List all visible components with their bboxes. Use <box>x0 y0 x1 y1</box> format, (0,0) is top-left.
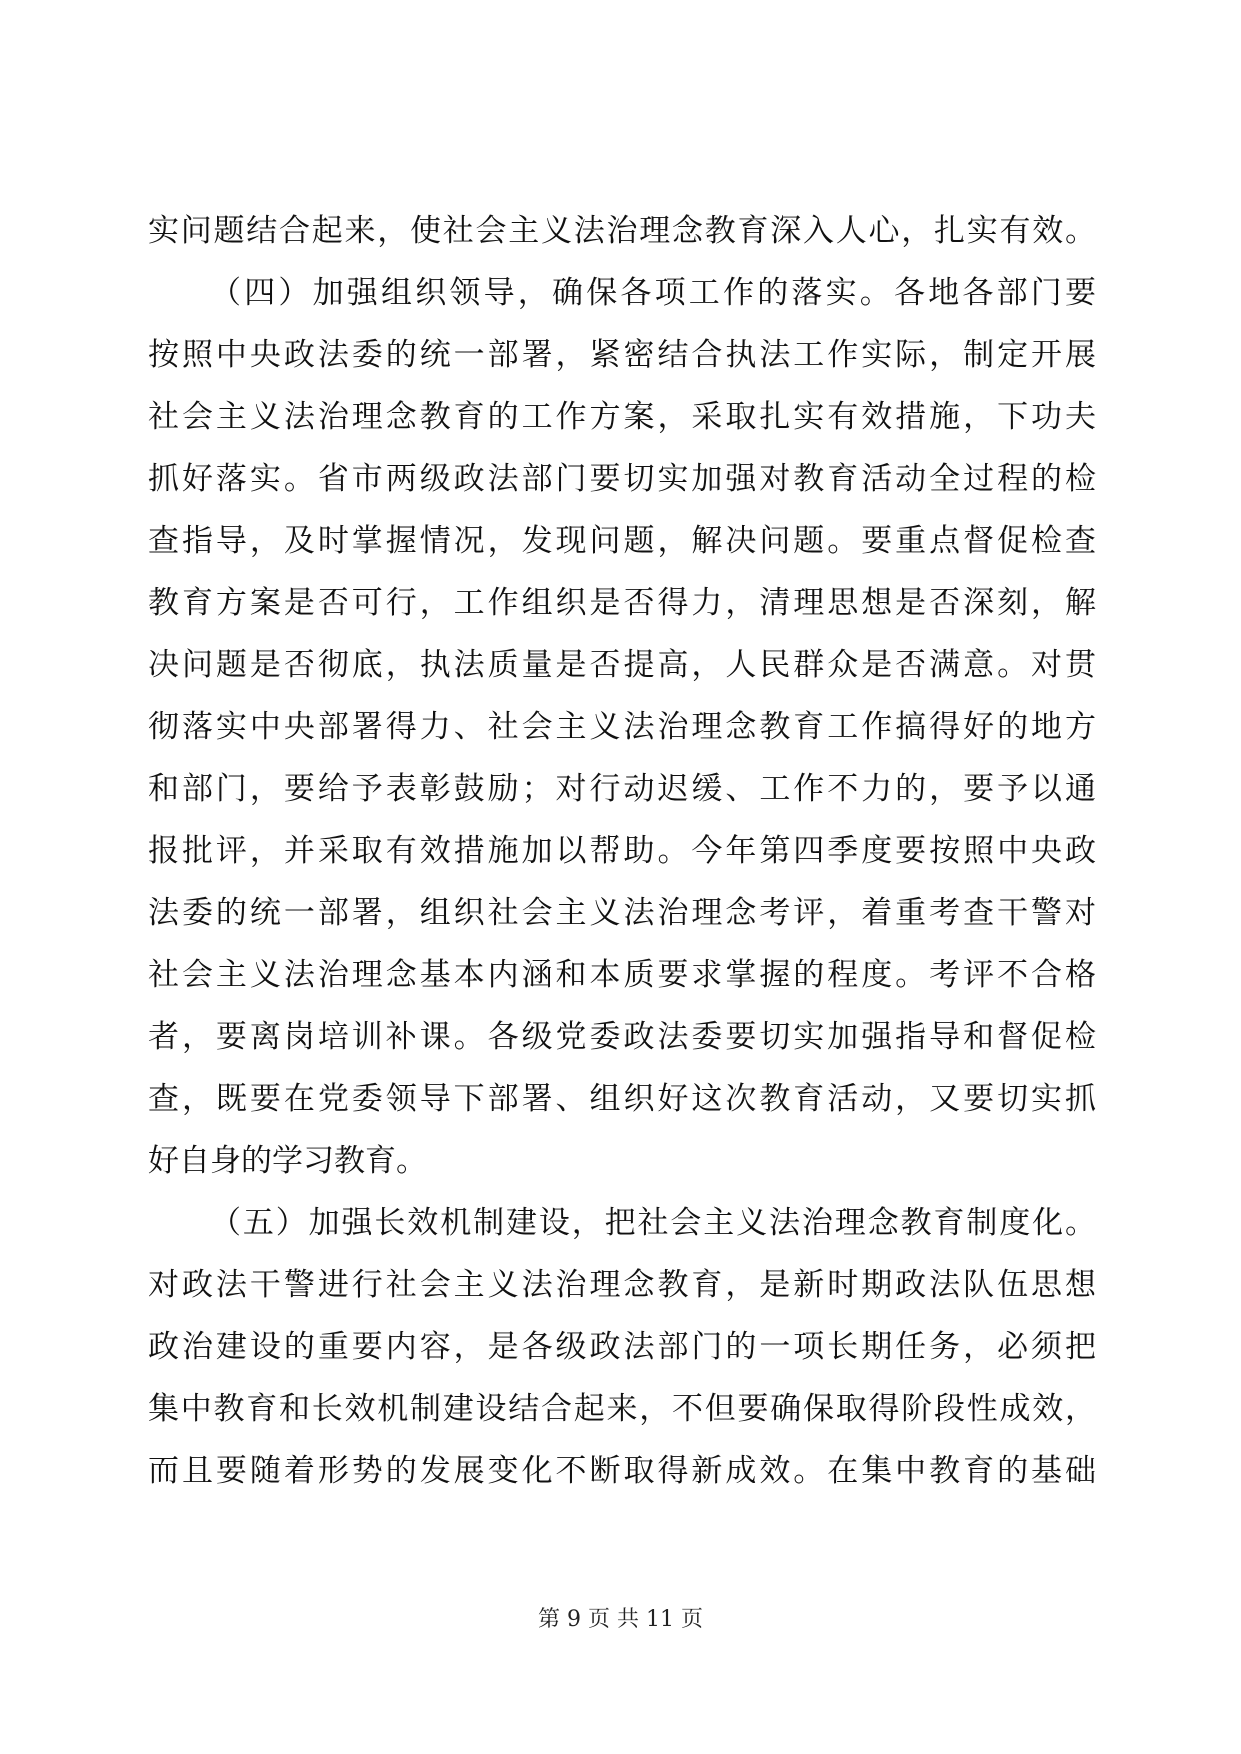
text-line: 实问题结合起来，使社会主义法治理念教育深入人心，扎实有效。 <box>148 213 1096 249</box>
text-line: 按照中央政法委的统一部署，紧密结合执法工作实际，制定开展 <box>148 337 1096 373</box>
text-line: 法委的统一部署，组织社会主义法治理念考评，着重考查干警对 <box>148 895 1096 931</box>
page-number: 第 9 页 共 11 页 <box>538 1607 703 1632</box>
text-line: （四）加强组织领导，确保各项工作的落实。各地各部门要 <box>210 275 1096 311</box>
body-text <box>148 200 1096 1502</box>
text-line: （五）加强长效机制建设，把社会主义法治理念教育制度化。 <box>210 1205 1096 1241</box>
text-line: 政治建设的重要内容，是各级政法部门的一项长期任务，必须把 <box>148 1329 1096 1365</box>
text-line: 社会主义法治理念教育的工作方案，采取扎实有效措施，下功夫 <box>148 399 1096 435</box>
text-line: 查，既要在党委领导下部署、组织好这次教育活动，又要切实抓 <box>148 1081 1096 1117</box>
text-line: 和部门，要给予表彰鼓励；对行动迟缓、工作不力的，要予以通 <box>148 771 1096 807</box>
text-line: 报批评，并采取有效措施加以帮助。今年第四季度要按照中央政 <box>148 833 1096 869</box>
text-line: 社会主义法治理念基本内涵和本质要求掌握的程度。考评不合格 <box>148 957 1096 993</box>
text-line: 查指导，及时掌握情况，发现问题，解决问题。要重点督促检查 <box>148 523 1096 559</box>
text-line: 对政法干警进行社会主义法治理念教育，是新时期政法队伍思想 <box>148 1267 1096 1303</box>
text-line: 决问题是否彻底，执法质量是否提高，人民群众是否满意。对贯 <box>148 647 1096 683</box>
text-line: 彻落实中央部署得力、社会主义法治理念教育工作搞得好的地方 <box>148 709 1096 745</box>
text-line: 者，要离岗培训补课。各级党委政法委要切实加强指导和督促检 <box>148 1019 1096 1055</box>
text-line: 而且要随着形势的发展变化不断取得新成效。在集中教育的基础 <box>148 1453 1096 1489</box>
text-line: 教育方案是否可行，工作组织是否得力，清理思想是否深刻，解 <box>148 585 1096 621</box>
text-line: 集中教育和长效机制建设结合起来，不但要确保取得阶段性成效， <box>148 1391 1096 1427</box>
text-line: 好自身的学习教育。 <box>148 1143 427 1179</box>
text-line: 抓好落实。省市两级政法部门要切实加强对教育活动全过程的检 <box>148 461 1096 497</box>
